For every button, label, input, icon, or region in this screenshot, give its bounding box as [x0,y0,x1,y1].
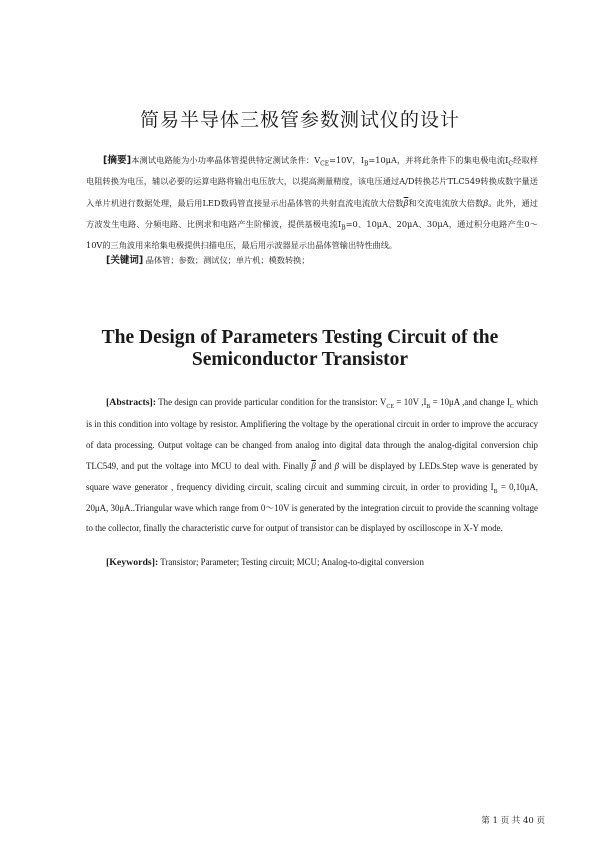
subscript: C [508,160,514,168]
chinese-abstract-text: =10V，I [329,155,364,165]
english-abstract [86,392,538,539]
page-number: 第 1 页 共 40 页 [481,816,545,826]
subscript: B [363,160,369,168]
subscript: B [426,403,431,410]
beta-bar-symbol: $\overline{\beta}$ [311,460,316,471]
english-keywords-text: Transistor; Parameter; Testing circuit; MCU; Analog-to-digital conversion [158,557,424,567]
chinese-keywords [106,252,310,266]
english-abstract-text: which is in this condition into voltage by resistor. Amplifiering the voltage by the operational circuit in order to improve the accuracy of data processing. Output voltage can be changed from analog into digital data through the analog-digital conversion chip TLC549, and put the voltage into MCU to deal with. Finally [86,397,538,471]
english-keywords-label: [Keywords]: [106,557,159,568]
chinese-keywords-text: 晶体管；参数；测试仪；单片机；模数转换； [145,255,310,265]
chinese-keywords-label: [关键词] [106,255,144,266]
english-abstract-text: = 10V ,I [394,397,427,407]
beta-symbol: β [483,197,489,208]
chinese-abstract-text: =0、10μA、20μA、30μA，通过积分电路产生0～10V的三角波用来给集电极提供扫描电压，最后用示波器显示出晶体管输出特性曲线。 [86,218,538,251]
subscript: CE [320,160,330,168]
beta-symbol: β [334,460,340,471]
english-title [0,327,600,371]
english-abstract-text: and [315,460,335,471]
english-abstract-text: = 0,10μA, 20μA, 30μA..Triangular wave which range from 0～10V is generated by the integration circuit to provide the scanning voltage to the collector, finally the characteristic curve for output of transistor can be displayed by oscilloscope in X-Y mode. [86,481,538,534]
chinese-abstract [86,150,538,256]
chinese-title: 简易半导体三极管参数测试仪的设计 [139,109,460,131]
beta-bar-symbol: $\overline{\beta}$ [403,197,409,208]
english-abstract-text: The design can provide particular condition for the transistor: V [156,397,387,407]
chinese-abstract-text: 经取样电阻转换为电压，辅以必要的运算电路将输出电压放大，以提高测量精度，该电压通过A/D转换芯片TLC549转换成数字量送入单片机进行数据处理，最后用LED数码管直接显示出晶体管的共射直流电流放大倍数 [86,155,538,208]
english-title-line-2: Semiconductor Transistor [191,349,409,370]
chinese-abstract-text: =10μA，并将此条件下的集电极电流I [368,155,509,165]
english-abstract-text: = 10μA ,and change I [430,397,510,407]
english-abstract-label: [Abstracts]: [106,397,157,408]
chinese-abstract-label: [摘要] [103,155,132,166]
chinese-abstract-text: 本测试电路能为小功率晶体管提供特定测试条件：V [131,155,321,165]
subscript: CE [386,403,395,410]
english-keywords [106,557,424,568]
subscript: B [341,224,346,232]
chinese-abstract-text: 。此外，通过方波发生电路、分频电路、比例求和电路产生阶梯波，提供基极电流I [86,197,538,229]
english-abstract-text: will be displayed by LEDs.Step wave is generated by square wave generator , frequency dividing circuit, scaling circuit and summing circuit, in order to providing I [86,460,538,492]
subscript: C [509,403,514,410]
english-title-line-1: The Design of Parameters Testing Circuit of the [101,327,499,348]
subscript: B [493,488,498,495]
chinese-abstract-text: 和交流电流放大倍数 [408,197,484,208]
